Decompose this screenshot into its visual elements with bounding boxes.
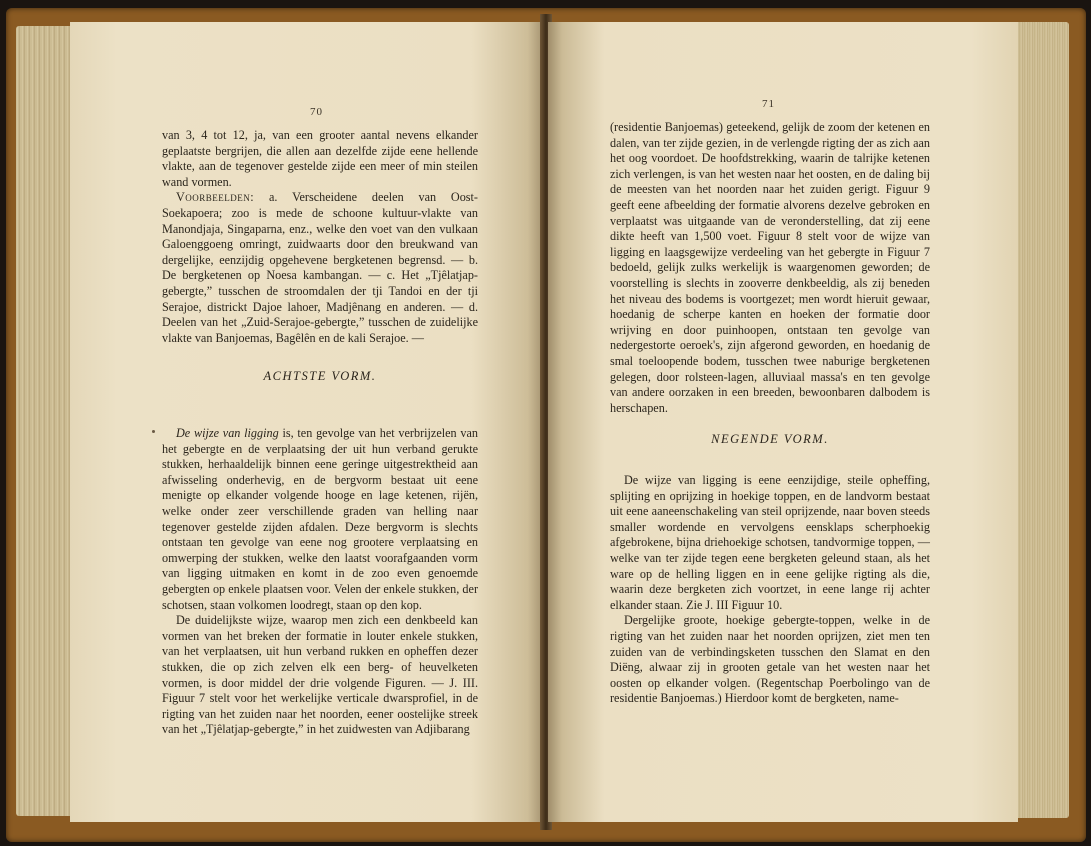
page-edges-right [1013,22,1069,818]
paragraph [162,426,478,613]
page-number: 70 [310,106,323,118]
page-number: 71 [762,98,775,110]
paragraph-text: is, ten gevolge van het verbrijzelen van het gebergte en de verplaatsing der uit hun verband gerukte stukken, herhaaldelijk binnen eene geringe uitgestrektheid aan afwisseling onderhevig, en de bergvorm bestaat uit eene menigte op elkander volgende hooge en lage ketenen, rijën, welke onder zeer verschillende graden van helling naar tegenover gestelde zijden afdalen. Deze bergvorm is slechts ontstaan ten gevolge van eene nog grootere verplaatsing en omwerping der stukken, welke den laatst voorafgaanden vorm van ligging uitmaken en komt in de zoo even genoemde gebergten op enkele plaatsen voor. Velen der enkele stukken, der schotsen, staan volkomen loodregt, staan op den kop. [162,426,478,612]
italic-lead: De wijze van ligging [176,426,279,440]
left-page [70,22,542,822]
paragraph: De wijze van ligging is eene eenzijdige, steile opheffing, splijting en oprijzing in hoekige toppen, en de landvorm bestaat uit eene aaneenschakeling van steil oprijzende, naar boven steeds smaller wordende en vervolgens eensklaps scherphoekig afgebrokene, bijna driehoekige schotsen, tandvormige toppen, — welke van ter zijde tegen eene bergketen geleund staan, als het ware op de helling liggen en in eene gelijke rigting als die, waarin deze bergketen zich voortzet, in eene lange rij achter elkander staan. Zie J. III Figuur 10. [610,473,930,612]
ink-spot [152,430,155,433]
paragraph: De duidelijkste wijze, waarop men zich een denkbeeld kan vormen van het breken der formatie in louter enkele stukken, van het verplaatsen, uit hun verband rukken en opheffen dezer stukken, die op zich zelven elk een berg- of heuvelketen vormen, is door middel der drie volgende Figuren. — J. III. Figuur 7 stelt voor het werkelijke verticale dwarsprofiel, in de rigting van het zuiden naar het noorden, eener oostelijke streek van het „Tjêlatjap-gebergte,” in het zuidwesten van Adjibarang [162,613,478,737]
section-heading: ACHTSTE VORM. [263,369,377,383]
right-text-top [610,120,930,416]
right-page [548,22,1018,822]
paragraph: Dergelijke groote, hoekige gebergte-toppen, welke in de rigting van het zuiden naar het noorden oprijzen, ziet men ten zuiden van de verbindingsketen tusschen den Slamat en den Diëng, alwaar zij in grooten getale van het westen naar het oosten op elkander volgen. (Regentschap Poerbolingo van de residentie Banjoemas.) Hierdoor komt de bergketen, name- [610,613,930,706]
examples-text: a. Verscheidene deelen van Oost-Soekapoera; zoo is mede de schoone kultuur-vlakte van Manondjaja, Singaparna, enz., welke den voet van den vulkaan Galoenggoeng omringt, zuidwaarts door den breukwand van dergelijke, eenzijdig opgehevene bergketenen begrensd. — b. De bergketenen op Noesa kambangan. — c. Het „Tjêlatjap-gebergte,” tusschen de stroomdalen der tji Tandoi en der tji Serajoe, districkt Dajoe lahoer, Madjênang en anderen. — d. Deelen van het „Zuid-Serajoe-gebergte,” tusschen de zuidelijke vlakte van Banjoemas, Bagêlên en de kali Serajoe. — [162,190,478,345]
left-text-bottom [162,426,478,738]
page-edges-left [16,26,72,816]
paragraph-examples [162,190,478,346]
paragraph: van 3, 4 tot 12, ja, van een grooter aantal nevens elkander geplaatste bergrijen, die allen aan dezelfde zijde eene hellende vlakte, aan de tegenover gestelde zijde een meer of min steilen wand vormen. [162,128,478,189]
examples-label: Voorbeelden: [176,190,255,205]
paragraph: (residentie Banjoemas) geteekend, gelijk de zoom der ketenen en dalen, van ter zijde gezien, in de verlengde rigting der as zich aan het oog voordoet. De hoofdstrekking, waarin de talrijke ketenen zich verlengen, is van het westen naar het oosten, en de daling bij de meesten van het noorden naar het zuiden gerigt. Figuur 9 geeft eene afbeelding der formatie alvorens dezelve gebroken en verplaatst was uitgaande van de veronderstelling, dat zij eene dikte heeft van 1,500 voet. Figuur 8 stelt voor de wijze van ligging en laagsgewijze verdeeling van het gebergte in Figuur 7 bedoeld, gelijk zulks werkelijk is waargenomen geworden; de voorstelling is slechts in zooverre denkbeeldig, als zij beneden het niveau des bodems is voortgezet; men wordt hieruit gewaar, hoedanig de scherpe kanten en hoeken der formatie door wrijving en door puinhoopen, ontstaan ten gevolge van nedergestorte oeroek's, zijn afgerond geworden, en hoedanig de smal toeloopende bodem, tusschen twee naburige bergketenen gelegen, door rolsteen-lagen, alluviaal massa's en ten gevolge van andere oorzaken in een breeden, bewoonbaren dalbodem is herschapen. [610,120,930,415]
right-text-bottom [610,473,930,707]
left-text-top [162,128,478,346]
section-heading: NEGENDE VORM. [711,432,829,446]
